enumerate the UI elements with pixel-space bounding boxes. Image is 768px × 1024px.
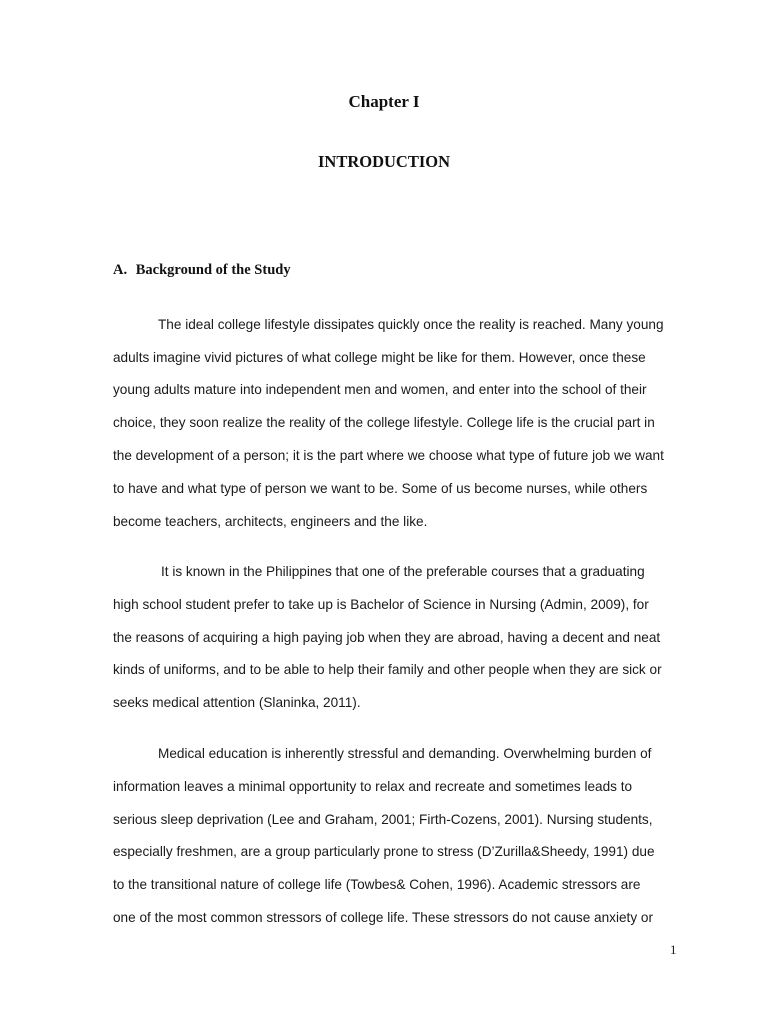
paragraph-2-line-4: kinds of uniforms, and to be able to help their family and other people when they are sick or: [113, 662, 662, 677]
paragraph-1-line-7: become teachers, architects, engineers and the like.: [113, 514, 428, 529]
paragraph-2-line-1: It is known in the Philippines that one of the preferable courses that a graduating: [161, 564, 645, 579]
paragraph-2-line-5: seeks medical attention (Slaninka, 2011).: [113, 695, 361, 710]
page-number: 1: [670, 942, 677, 957]
paragraph-1-line-1: The ideal college lifestyle dissipates quickly once the reality is reached. Many young: [158, 317, 664, 332]
paragraph-1-line-4: choice, they soon realize the reality of the college lifestyle. College life is the crucial part in: [113, 415, 655, 430]
paragraph-1-line-6: to have and what type of person we want to be. Some of us become nurses, while others: [113, 481, 648, 496]
paragraph-1-line-2: adults imagine vivid pictures of what college might be like for them. However, once these: [113, 350, 646, 365]
paragraph-3-line-4: especially freshmen, are a group particularly prone to stress (D’Zurilla&Sheedy, 1991) due: [113, 844, 655, 859]
chapter-title: INTRODUCTION: [317, 152, 451, 171]
section-heading-text: Background of the Study: [135, 262, 291, 278]
paragraph-3-line-3: serious sleep deprivation (Lee and Graham, 2001; Firth-Cozens, 2001). Nursing students,: [113, 812, 653, 827]
section-letter: A.: [113, 262, 128, 278]
paragraph-3-line-6: one of the most common stressors of college life. These stressors do not cause anxiety or: [113, 910, 653, 925]
paragraph-3-line-1: Medical education is inherently stressful and demanding. Overwhelming burden of: [158, 746, 652, 761]
chapter-label: Chapter I: [348, 92, 420, 111]
paragraph-1-line-5: the development of a person; it is the part where we choose what type of future job we want: [113, 448, 664, 463]
paragraph-3-line-2: information leaves a minimal opportunity to relax and recreate and sometimes leads to: [113, 779, 633, 794]
paragraph-2-line-2: high school student prefer to take up is Bachelor of Science in Nursing (Admin, 2009), for: [113, 597, 649, 612]
section-heading: [113, 262, 291, 279]
paragraph-1-line-3: young adults mature into independent men and women, and enter into the school of their: [113, 382, 647, 397]
paragraph-3-line-5: to the transitional nature of college life (Towbes& Cohen, 1996). Academic stressors are: [113, 877, 641, 892]
paragraph-2-line-3: the reasons of acquiring a high paying job when they are abroad, having a decent and neat: [113, 630, 661, 645]
